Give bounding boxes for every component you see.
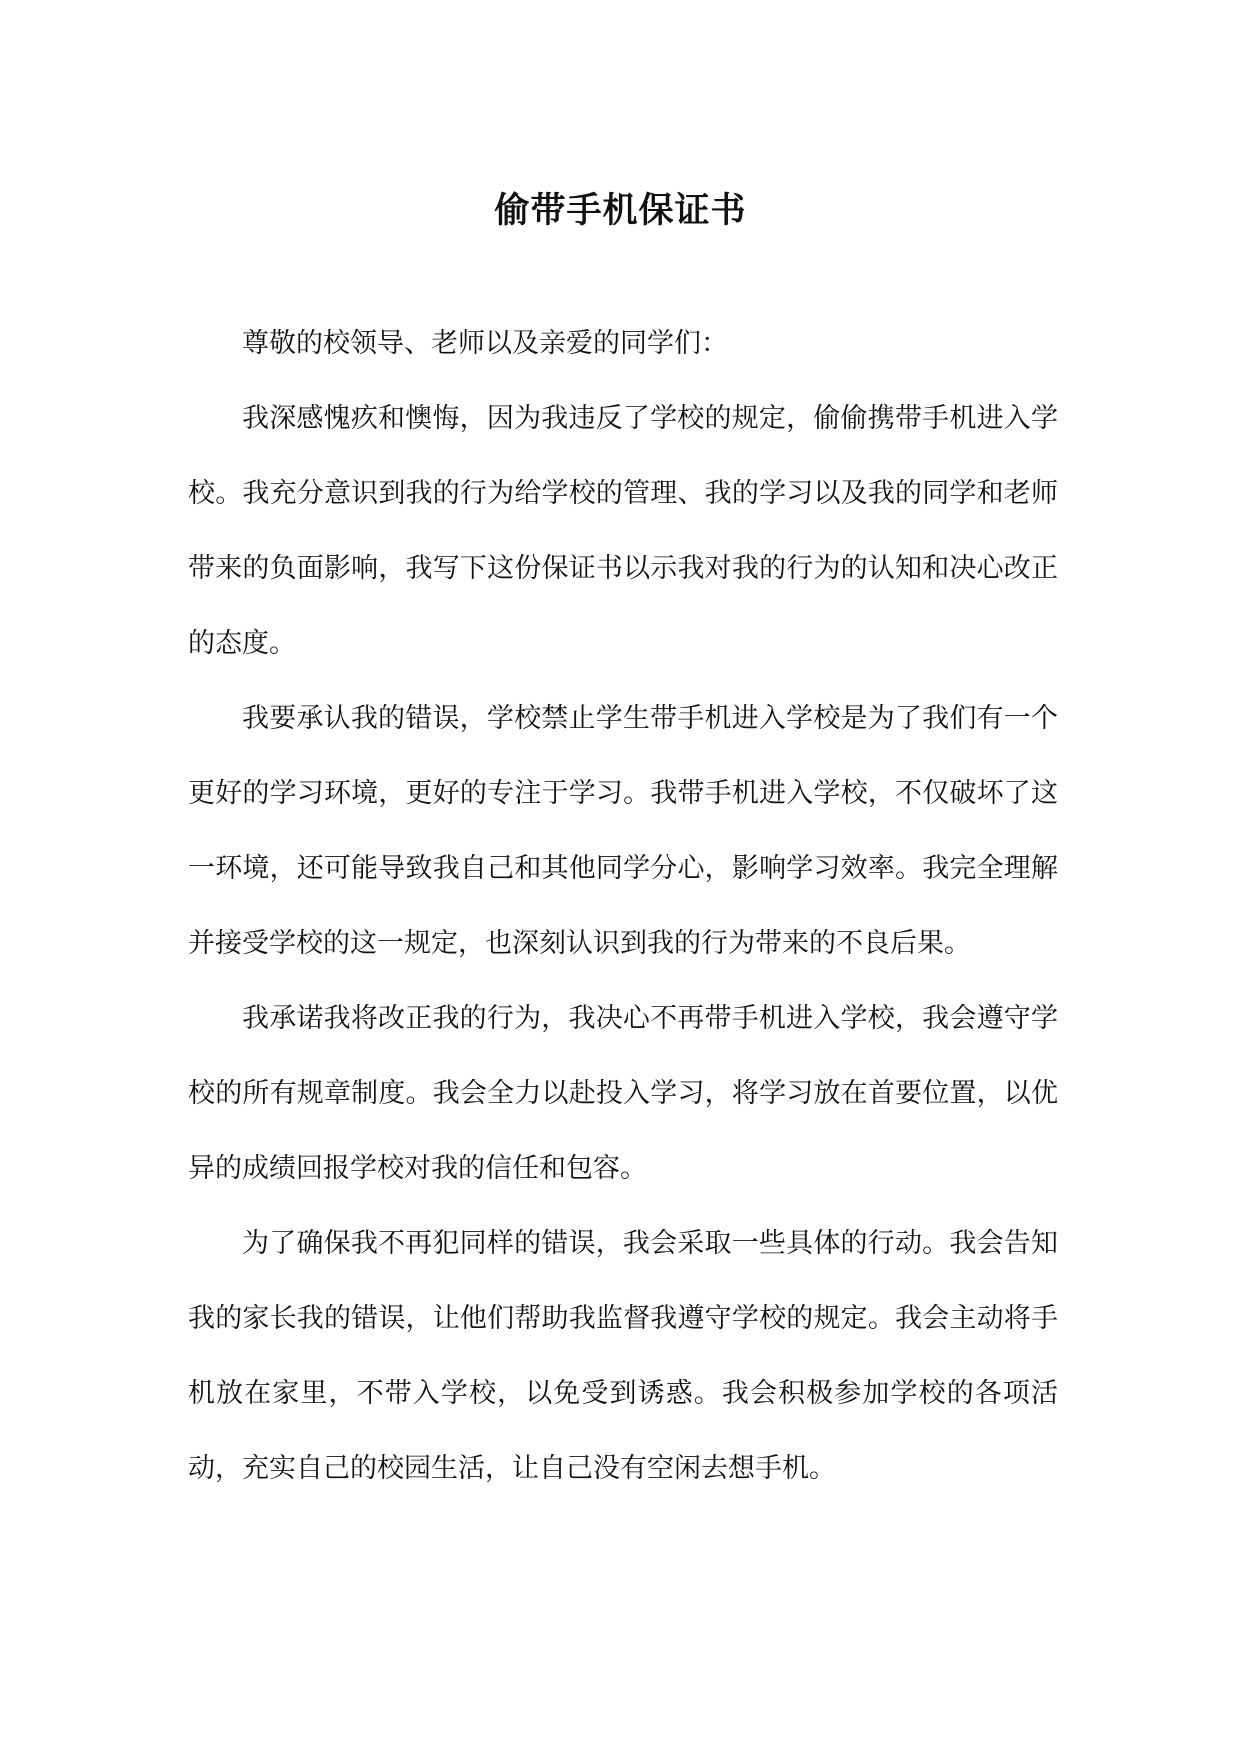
body-paragraph-4: 为了确保我不再犯同样的错误，我会采取一些具体的行动。我会告知我的家长我的错误，让他们帮助我监督我遵守学校的规定。我会主动将手机放在家里，不带入学校，以免受到诱惑。我会积极参加学校的各项活动，充实自己的校园生活，让自己没有空闲去想手机。 bbox=[188, 1228, 1058, 1484]
document-title: 偷带手机保证书 bbox=[494, 190, 747, 231]
greeting-line: 尊敬的校领导、老师以及亲爱的同学们： bbox=[242, 328, 728, 359]
document-body bbox=[188, 306, 1058, 1506]
body-paragraph-3: 我承诺我将改正我的行为，我决心不再带手机进入学校，我会遵守学校的所有规章制度。我会全力以赴投入学习，将学习放在首要位置，以优异的成绩回报学校对我的信任和包容。 bbox=[188, 1003, 1058, 1184]
body-paragraph-2: 我要承认我的错误，学校禁止学生带手机进入学校是为了我们有一个更好的学习环境，更好的专注于学习。我带手机进入学校，不仅破坏了这一环境，还可能导致我自己和其他同学分心，影响学习效率。我完全理解并接受学校的这一规定，也深刻认识到我的行为带来的不良后果。 bbox=[188, 703, 1058, 959]
body-paragraph-1: 我深感愧疚和懊悔，因为我违反了学校的规定，偷偷携带手机进入学校。我充分意识到我的行为给学校的管理、我的学习以及我的同学和老师带来的负面影响，我写下这份保证书以示我对我的行为的认知和决心改正的态度。 bbox=[188, 403, 1058, 659]
